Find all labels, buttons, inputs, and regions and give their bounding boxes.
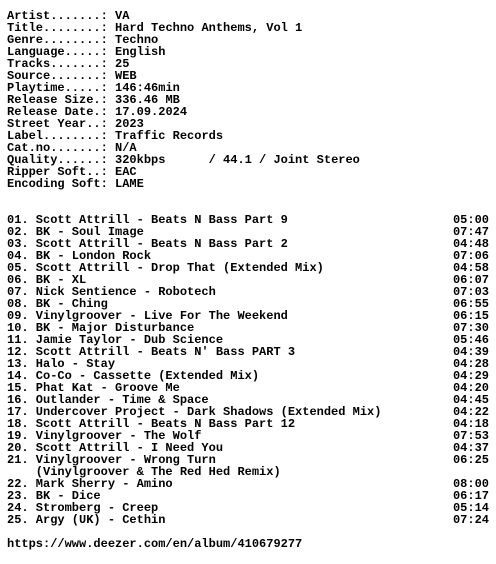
track-duration: 07:53 (452, 429, 489, 443)
info-key: Language.....: (7, 45, 116, 59)
track-duration: 07:30 (452, 321, 489, 335)
album-url: https://www.deezer.com/en/album/410679277 (7, 537, 303, 551)
info-value: N/A (115, 141, 137, 155)
info-key: Artist.......: (7, 9, 116, 23)
track-title: 03. Scott Attrill - Beats N Bass Part 2 (7, 237, 288, 251)
track-duration: 04:29 (452, 369, 489, 383)
track-title: 13. Halo - Stay (7, 357, 116, 371)
nfo-document (7, 10, 489, 550)
track-title: 22. Mark Sherry - Amino (7, 477, 173, 491)
info-value: LAME (115, 177, 144, 191)
release-info-block (7, 10, 489, 190)
track-title: 11. Jamie Taylor - Dub Science (7, 333, 224, 347)
info-value: English (115, 45, 166, 59)
info-value: 320kbps / 44.1 / Joint Stereo (115, 153, 360, 167)
info-key: Title........: (7, 21, 116, 35)
track-title: 06. BK - XL (7, 273, 87, 287)
info-key: Source.......: (7, 69, 116, 83)
track-title: 16. Outlander - Time & Space (7, 393, 209, 407)
track-duration: 08:00 (452, 477, 489, 491)
track-duration: 06:15 (452, 309, 489, 323)
info-value: 336.46 MB (115, 93, 180, 107)
info-key: Street Year..: (7, 117, 116, 131)
track-title: 04. BK - London Rock (7, 249, 152, 263)
track-title: 01. Scott Attrill - Beats N Bass Part 9 (7, 213, 288, 227)
track-duration: 04:45 (452, 393, 489, 407)
info-key: Cat.no.......: (7, 141, 116, 155)
info-value: Traffic Records (115, 129, 224, 143)
track-title: 12. Scott Attrill - Beats N' Bass PART 3 (7, 345, 296, 359)
track-title: 02. BK - Soul Image (7, 225, 144, 239)
info-value: WEB (115, 69, 137, 83)
track-duration: 07:24 (452, 513, 489, 527)
track-title: 09. Vinylgroover - Live For The Weekend (7, 309, 288, 323)
track-duration: 04:18 (452, 417, 489, 431)
track-duration: 06:25 (452, 453, 489, 467)
tracklist (7, 214, 489, 526)
info-key: Release Size.: (7, 93, 116, 107)
track-duration: 07:03 (452, 285, 489, 299)
track-title: 19. Vinylgroover - The Wolf (7, 429, 202, 443)
info-value: 17.09.2024 (115, 105, 188, 119)
track-duration: 04:39 (452, 345, 489, 359)
track-duration: 04:37 (452, 441, 489, 455)
track-duration: 06:55 (452, 297, 489, 311)
blank-lines (7, 190, 489, 214)
track-title: 05. Scott Attrill - Drop That (Extended Mix) (7, 261, 324, 275)
track-duration: 04:48 (452, 237, 489, 251)
track-title: 10. BK - Major Disturbance (7, 321, 195, 335)
info-value: 2023 (115, 117, 144, 131)
info-key: Quality......: (7, 153, 116, 167)
info-value: VA (115, 9, 130, 23)
info-key: Genre........: (7, 33, 116, 47)
info-key: Ripper Soft..: (7, 165, 116, 179)
info-value: 25 (115, 57, 130, 71)
track-duration: 04:28 (452, 357, 489, 371)
info-value: Hard Techno Anthems, Vol 1 (115, 21, 303, 35)
track-title: 21. Vinylgroover - Wrong Turn (7, 453, 216, 467)
track-title: 23. BK - Dice (7, 489, 101, 503)
track-duration: 04:58 (452, 261, 489, 275)
track-duration: 05:46 (452, 333, 489, 347)
info-key: Encoding Soft: (7, 177, 116, 191)
track-duration: 05:00 (452, 213, 489, 227)
track-duration: 07:06 (452, 249, 489, 263)
info-value: EAC (115, 165, 137, 179)
track-duration: 04:20 (452, 381, 489, 395)
info-key: Tracks.......: (7, 57, 116, 71)
info-value: 146:46min (115, 81, 180, 95)
track-duration: 06:07 (452, 273, 489, 287)
track-row (7, 514, 489, 526)
info-key: Release Date.: (7, 105, 116, 119)
track-title-continuation: (Vinylgroover & The Red Hed Remix) (7, 465, 281, 479)
track-title: 25. Argy (UK) - Cethin (7, 513, 166, 527)
track-title: 08. BK - Ching (7, 297, 108, 311)
track-duration: 04:22 (452, 405, 489, 419)
info-encoding-soft (7, 178, 489, 190)
track-title: 07. Nick Sentience - Robotech (7, 285, 216, 299)
info-key: Playtime.....: (7, 81, 116, 95)
track-title: 20. Scott Attrill - I Need You (7, 441, 224, 455)
track-title: 17. Undercover Project - Dark Shadows (Extended Mix) (7, 405, 382, 419)
track-title: 15. Phat Kat - Groove Me (7, 381, 180, 395)
track-title: 14. Co-Co - Cassette (Extended Mix) (7, 369, 260, 383)
track-title: 24. Stromberg - Creep (7, 501, 159, 515)
track-duration: 05:14 (452, 501, 489, 515)
track-duration: 06:17 (452, 489, 489, 503)
track-title: 18. Scott Attrill - Beats N Bass Part 12 (7, 417, 296, 431)
track-duration: 07:47 (452, 225, 489, 239)
info-key: Label........: (7, 129, 116, 143)
info-value: Techno (115, 33, 159, 47)
track-row (7, 454, 489, 466)
